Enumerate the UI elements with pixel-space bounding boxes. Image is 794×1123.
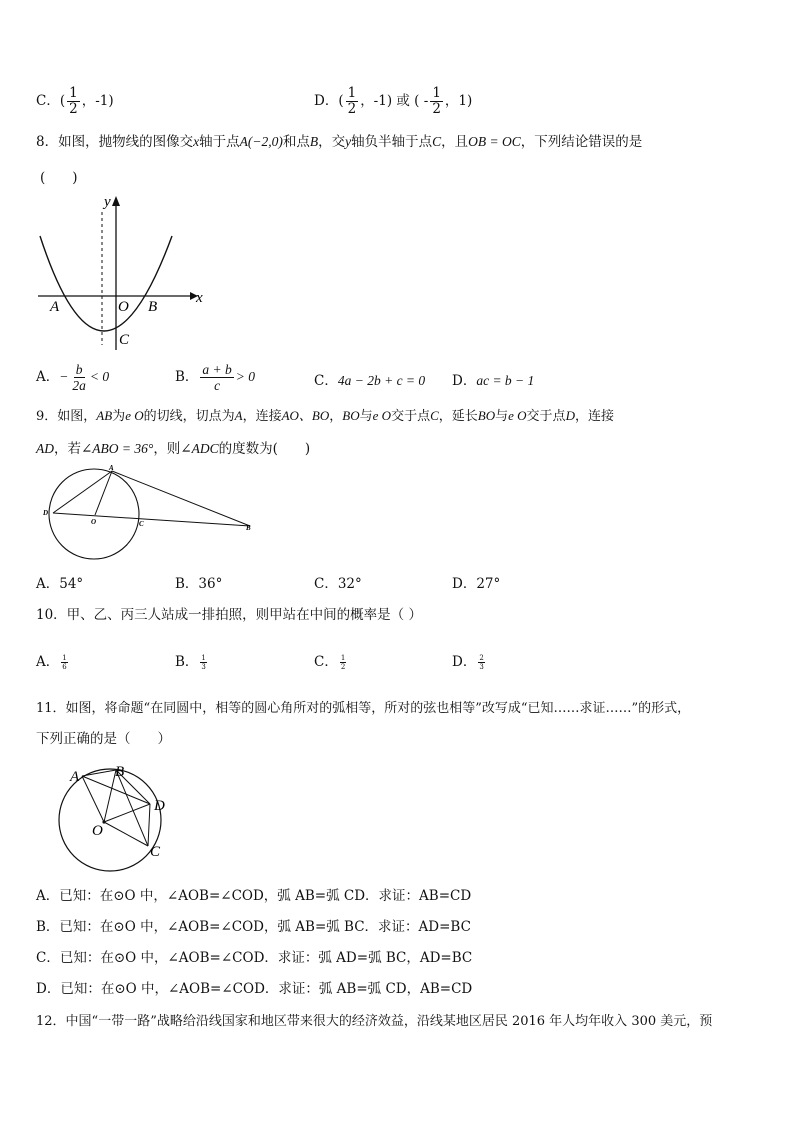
label-o: O: [91, 518, 97, 526]
label-b: B: [115, 764, 125, 780]
q10-option-c: C． $\frac{1}{2}$: [314, 654, 346, 671]
q11-option-d: D．已知：在⊙O 中，∠AOB=∠COD．求证：弧 AB=弧 CD，AB=CD: [36, 981, 473, 997]
q9-option-d: D．27°: [452, 576, 501, 592]
label-a: A: [109, 464, 114, 472]
q8-parabola-figure: [30, 190, 210, 355]
fraction: $\frac{1}{2}$: [432, 85, 441, 117]
label-o: O: [92, 823, 103, 839]
label-x: x: [196, 290, 203, 306]
q7-option-c: C．( $\frac{1}{2}$ ，-1): [36, 85, 114, 117]
label-c: C: [139, 520, 144, 528]
q9-option-b: B．36°: [175, 576, 223, 592]
label-d: D: [154, 798, 165, 814]
label-a: A: [50, 299, 60, 315]
fraction: $\frac{1}{2}$: [347, 85, 357, 117]
label-o: O: [118, 299, 129, 315]
q10-option-a: A． $\frac{1}{6}$: [36, 654, 67, 671]
label-c: C: [150, 844, 161, 860]
label-b: B: [148, 299, 158, 315]
q11-option-a: A．已知：在⊙O 中，∠AOB=∠COD，弧 AB=弧 CD．求证：AB=CD: [36, 888, 472, 904]
q11-circle-figure: [52, 760, 182, 875]
fraction: $\frac{1}{2}$: [69, 85, 78, 117]
q9-option-c: C．32°: [314, 576, 362, 592]
q8-answer-blank: ( ): [40, 170, 78, 186]
q11-stem-line1: 11．如图，将命题“在同圆中，相等的圆心角所对的弧相等，所对的弦也相等”改写成“已知……求证……”的形式，: [36, 701, 691, 716]
q8-option-a: A．− $\frac{b}{2a}$ < 0: [36, 362, 110, 393]
label-c: C: [119, 332, 130, 348]
q7-option-d: D．( $\frac{1}{2}$ ，-1) 或 ( - $\frac{1}{2}$ ，1): [314, 85, 473, 117]
q10-option-d: D． $\frac{2}{3}$: [452, 654, 484, 671]
q11-stem-line2: 下列正确的是（ ）: [36, 731, 171, 747]
q12-stem: 12．中国“一带一路”战略给沿线国家和地区带来很大的经济效益，沿线某地区居民 2016 年人均年收入 300 美元，预: [36, 1014, 713, 1029]
q9-option-a: A．54°: [36, 576, 84, 592]
q8-option-c: C．4a − 2b + c = 0: [314, 373, 426, 389]
q11-option-c: C．已知：在⊙O 中，∠AOB=∠COD．求证：弧 AD=弧 BC，AD=BC: [36, 950, 473, 966]
q10-option-b: B． $\frac{1}{3}$: [175, 654, 206, 671]
label-y: y: [104, 194, 111, 210]
label-a: A: [70, 769, 80, 785]
q9-stem-line1: 9．如图，AB为e O的切线，切点为A，连接AO、BO，BO与e O交于点C，延长BO与e O交于点D，连接: [36, 408, 614, 424]
q8-stem: 8．如图，抛物线的图像交x轴于点A(−2,0)和点B，交y轴负半轴于点C，且OB = OC，下列结论错误的是: [36, 134, 643, 150]
q10-stem: 10．甲、乙、丙三人站成一排拍照，则甲站在中间的概率是（ ）: [36, 607, 422, 623]
q8-option-b: B． $\frac{a + b}{c}$ > 0: [175, 362, 256, 393]
q11-option-b: B．已知：在⊙O 中，∠AOB=∠COD，弧 AB=弧 BC．求证：AD=BC: [36, 919, 471, 935]
label-d: D: [43, 509, 49, 517]
q9-tangent-figure: [36, 462, 266, 562]
q9-stem-line2: AD，若∠ABO = 36°，则∠ADC的度数为( ): [36, 441, 311, 457]
q8-option-d: D．ac = b − 1: [452, 373, 535, 389]
label-b: B: [246, 524, 251, 532]
